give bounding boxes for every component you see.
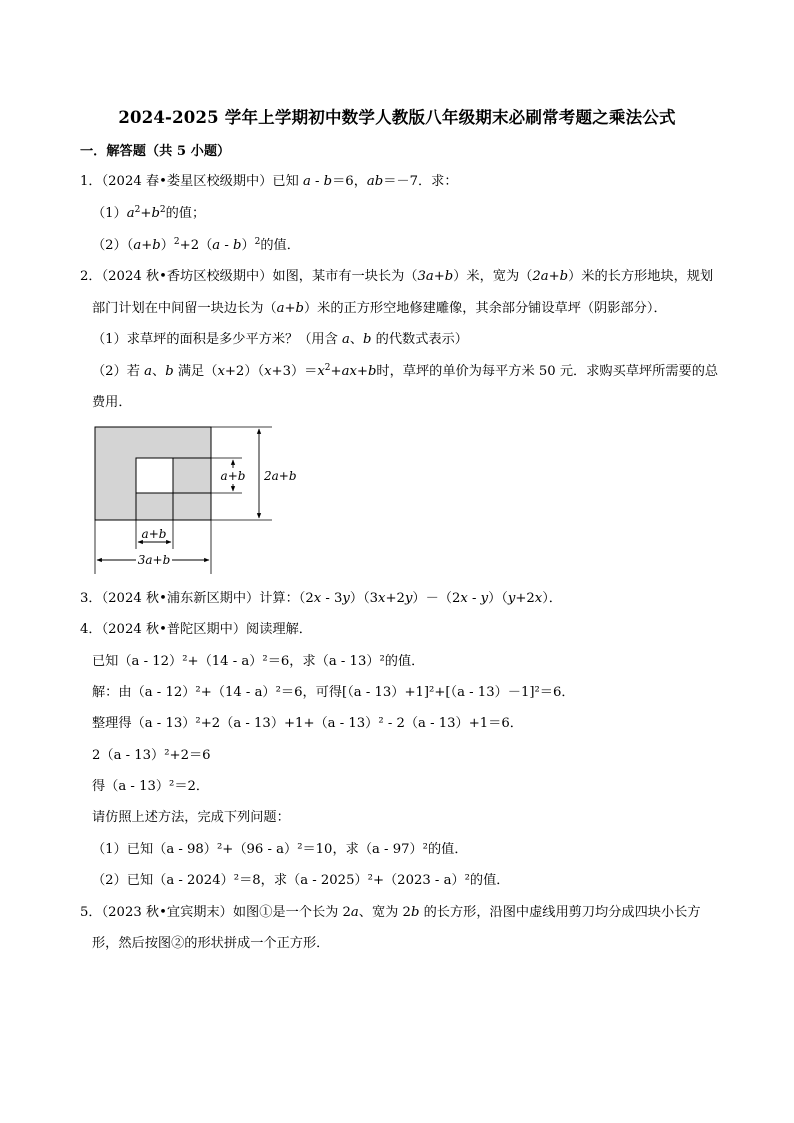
land-plot-figure: [92, 424, 297, 576]
question-2-part-2: （2）若 a、b 满足$(x+2)(x+3)=x^2+ax+b$时，草坪的单价为每平方米 50 元．求购买草坪所需要的总: [92, 363, 719, 379]
question-4-part-2: （2）已知（a - 2024）²＝8，求（a - 2025）²+（2023 - a）²的值．: [92, 873, 510, 888]
question-4-line-1: 已知（a - 12）²+（14 - a）²＝6，求（a - 13）²的值．: [92, 654, 425, 669]
question-5-line-2: 形，然后按图②的形状拼成一个正方形．: [92, 936, 330, 951]
question-1-part-1: $(1)a^2+b^2$的值；: [92, 205, 206, 221]
question-2-part-1: （1）求草坪的面积是多少平方米？（用含 a、b 的代数式表示）: [92, 332, 468, 347]
question-4-line-3: 整理得（a - 13）²+2（a - 13）+1+（a - 13）² - 2（a - 13）+1＝6．: [92, 716, 523, 731]
question-4-part-1: （1）已知（a - 98）²+（96 - a）²＝10，求（a - 97）²的值．: [92, 842, 468, 857]
question-4-line-2: 解：由（a - 12）²+（14 - a）²＝6，可得[（a - 13）+1]²+[（a - 13）－1]²＝6．: [92, 685, 575, 700]
label-bottom-inner: a+b: [141, 527, 167, 541]
label-height: 2a+b: [264, 469, 297, 483]
question-2-part-2-continued: 费用．: [92, 395, 132, 410]
label-bottom-outer: 3a+b: [137, 553, 171, 567]
question-1-stem: 1．（2024 春•娄星区校级期中）已知 a - b＝6，ab＝－7．求：: [80, 174, 458, 189]
white-square-block: [136, 458, 173, 493]
question-4-line-4: 2（a - 13）²+2＝6: [92, 748, 211, 763]
question-4-line-6: 请仿照上述方法，完成下列问题：: [92, 810, 290, 825]
question-3: 3．（2024 秋•浦东新区期中）计算：（2x - 3y）（3x+2y）－（2x - y）（y+2x）．: [80, 591, 562, 606]
section-heading: 一．解答题（共 5 小题）: [80, 144, 231, 159]
question-5-line-1: 5．（2023 秋•宜宾期末）如图①是一个长为 2a、宽为 2b 的长方形，沿图中虚线用剪刀均分成四块小长方: [80, 905, 701, 920]
question-1-part-2: $(2)(a+b)^2+2(a - b)^2$的值．: [92, 237, 300, 253]
question-4-heading: 4．（2024 秋•普陀区期中）阅读理解．: [80, 622, 312, 637]
page-title: 2024-2025 学年上学期初中数学人教版八年级期末必刷常考题之乘法公式: [118, 108, 676, 127]
question-4-line-5: 得（a - 13）²＝2．: [92, 779, 210, 794]
question-2-stem-line-1: 2．（2024 秋•香坊区校级期中）如图，某市有一块长为（3a+b）米，宽为（2a+b）米的长方形地块，规划: [80, 269, 714, 284]
question-2-stem-line-2: 部门计划在中间留一块边长为（a+b）米的正方形空地修建雕像，其余部分铺设草坪（阴影部分）．: [92, 301, 667, 316]
label-side: a+b: [220, 469, 246, 483]
